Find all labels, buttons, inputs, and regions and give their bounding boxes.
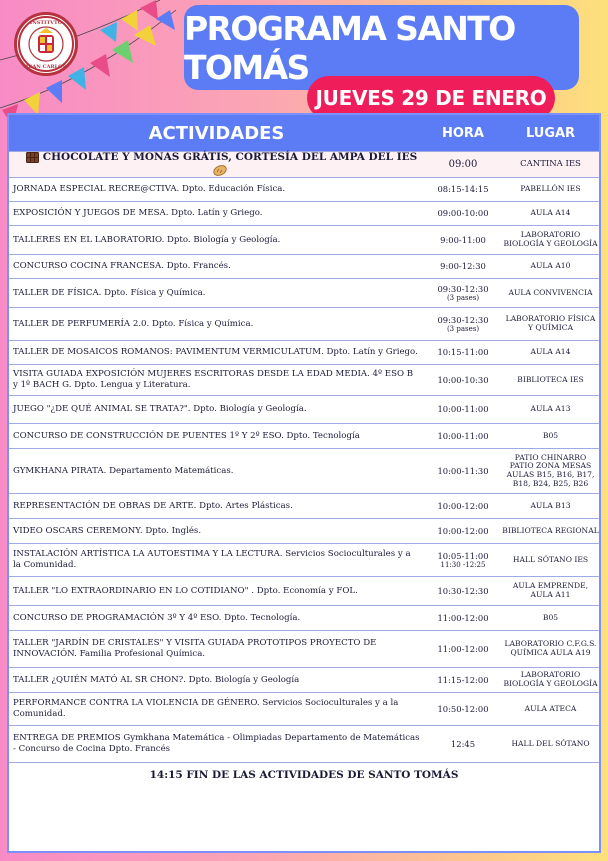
page-title: PROGRAMA SANTO TOMÁS <box>184 8 515 87</box>
table-header <box>9 115 599 151</box>
place-cell: AULA EMPRENDE, AULA A11 <box>512 581 589 599</box>
time-cell <box>424 235 502 245</box>
activity-cell: TALLER ¿QUIÉN MATÓ AL SR CHON?. Dpto. Biología y Geología <box>13 674 300 685</box>
place-cell: PATIO CHINARRO PATIO ZONA MESAS AULAS B15, B16, B17, B18, B24, B25, B26 <box>506 452 595 488</box>
table-footer: 14:15 FIN DE LAS ACTIVIDADES DE SANTO TOMÁS <box>9 762 599 786</box>
time-value: 10:00-12:00 <box>437 525 489 536</box>
place-cell: LABORATORIO C.F.G.S. QUÍMICA AULA A19 <box>504 639 597 657</box>
time-cell <box>424 466 502 476</box>
time-value: 10:00-12:00 <box>437 500 489 511</box>
activity-cell: TALLERES EN EL LABORATORIO. Dpto. Biología y Geología. <box>13 234 281 245</box>
time-value: 9:00-11:00 <box>440 234 486 245</box>
time-cell <box>424 284 502 302</box>
place-cell: LABORATORIO BIOLOGÍA Y GEOLOGÍA <box>503 670 598 688</box>
activity-cell: CONCURSO DE CONSTRUCCIÓN DE PUENTES 1º Y 2º ESO. Dpto. Tecnología <box>13 430 360 441</box>
time-cell <box>424 526 502 536</box>
time-value: 10:00-11:00 <box>437 404 489 415</box>
chocolate-icon <box>26 152 39 163</box>
activity-cell: JORNADA ESPECIAL RECRE@CTIVA. Dpto. Educación Física. <box>13 184 286 195</box>
time-cell <box>424 704 502 714</box>
activity-cell: VISITA GUIADA EXPOSICIÓN MUJERES ESCRITORAS DESDE LA EDAD MEDIA. 4º ESO B y 1º BACH G. Dpto. Lengua y Literatura. <box>13 369 414 390</box>
table-row <box>9 340 599 364</box>
table-row <box>9 254 599 278</box>
time-value: 10:50-12:00 <box>437 703 489 714</box>
table-row <box>9 177 599 201</box>
place-cell: HALL SÓTANO IES <box>512 554 589 564</box>
time-cell <box>424 347 502 357</box>
activity-cell: CONCURSO DE PROGRAMACIÓN 3º Y 4º ESO. Dpto. Tecnología. <box>13 612 301 623</box>
table-row <box>9 448 599 493</box>
table-row <box>9 576 599 605</box>
highlight-activity-text: CHOCOLATE Y MONAS GRÁTIS, CORTESÍA DEL AMPA DEL IES <box>42 151 418 164</box>
time-cell <box>424 261 502 271</box>
school-crest-icon <box>17 15 75 73</box>
place-cell: BIBLIOTECA REGIONAL <box>502 525 599 535</box>
activity-cell: EXPOSICIÓN Y JUEGOS DE MESA. Dpto. Latín y Griego. <box>13 208 263 219</box>
table-row <box>9 364 599 395</box>
place-cell: BIBLIOTECA IES <box>517 374 584 384</box>
time-value: 08:15-14:15 <box>437 184 489 195</box>
time-cell <box>424 315 502 333</box>
place-cell: HALL DEL SÓTANO <box>511 738 590 748</box>
activity-cell: TALLER DE MOSAICOS ROMANOS: PAVIMENTUM VERMICULATUM. Dpto. Latín y Griego. <box>13 347 418 358</box>
place-cell: PABELLÓN IES <box>520 184 581 194</box>
table-row <box>9 225 599 254</box>
highlight-place: CANTINA IES <box>520 158 581 169</box>
highlight-row <box>9 151 599 177</box>
time-value: 10:30-12:30 <box>437 585 489 596</box>
activity-cell: CONCURSO COCINA FRANCESA. Dpto. Francés. <box>13 261 231 272</box>
time-cell <box>424 501 502 511</box>
header-time: HORA <box>441 125 484 141</box>
time-value: 09:30-12:30 <box>437 283 489 294</box>
activity-cell: ENTREGA DE PREMIOS Gymkhana Matemática - Olimpiadas Departamento de Matemáticas - Concurso de Cocina Dpto. Francés <box>13 733 420 754</box>
time-value: 09:30-12:30 <box>437 314 489 325</box>
activity-cell: VIDEO OSCARS CEREMONY. Dpto. Inglés. <box>13 525 202 536</box>
place-cell: AULA ATECA <box>524 703 577 713</box>
time-value: 9:00-12:30 <box>440 261 486 272</box>
time-cell <box>424 404 502 414</box>
time-cell <box>424 551 502 569</box>
place-cell: LABORATORIO BIOLOGÍA Y GEOLOGÍA <box>503 230 598 248</box>
activity-cell: PERFORMANCE CONTRA LA VIOLENCIA DE GÉNERO. Servicios Socioculturales y a la Comunidad. <box>13 698 399 719</box>
highlight-time: 09:00 <box>448 158 478 170</box>
time-value: 11:00-12:00 <box>437 643 489 654</box>
time-cell <box>424 208 502 218</box>
place-cell: LABORATORIO FÍSICA Y QUÍMICA <box>505 314 596 332</box>
time-cell <box>424 613 502 623</box>
table-row <box>9 493 599 518</box>
time-cell <box>424 184 502 194</box>
schedule-table <box>7 113 601 853</box>
time-value: 09:00-10:00 <box>437 208 489 219</box>
time-cell <box>424 739 502 749</box>
time-value: 11:00-12:00 <box>437 612 489 623</box>
place-cell: B05 <box>542 430 559 440</box>
event-date: JUEVES 29 DE ENERO <box>315 86 547 110</box>
time-value: 10:00-11:30 <box>437 465 489 476</box>
time-note: (3 pases) <box>446 324 480 333</box>
activity-cell: TALLER DE PERFUMERÍA 2.0. Dpto. Física y Química. <box>13 318 254 329</box>
place-cell: AULA A14 <box>530 347 571 357</box>
table-row <box>9 307 599 340</box>
place-cell: AULA CONVIVENCIA <box>508 287 593 297</box>
header-activities: ACTIVIDADES <box>148 122 285 144</box>
place-cell: AULA A10 <box>530 261 571 271</box>
table-row <box>9 667 599 692</box>
time-cell <box>424 375 502 385</box>
table-row <box>9 692 599 725</box>
activity-cell: REPRESENTACIÓN DE OBRAS DE ARTE. Dpto. Artes Plásticas. <box>13 500 293 511</box>
bread-icon <box>213 165 227 176</box>
time-value: 12:45 <box>450 738 476 749</box>
time-cell <box>424 431 502 441</box>
table-body <box>9 177 599 762</box>
time-cell <box>424 586 502 596</box>
activity-cell: TALLER "JARDÍN DE CRISTALES" Y VISITA GUIADA PROTOTIPOS PROYECTO DE INNOVACIÓN. Familia Profesional Química. <box>13 638 377 659</box>
svg-text:JUAN CARLOS: JUAN CARLOS <box>25 64 67 70</box>
table-row <box>9 518 599 543</box>
time-note: (3 pases) <box>446 293 480 302</box>
activity-cell: JUEGO "¿DE QUÉ ANIMAL SE TRATA?". Dpto. Biología y Geología. <box>13 404 307 415</box>
table-row <box>9 725 599 762</box>
table-row <box>9 423 599 448</box>
svg-text:INSTITVTO: INSTITVTO <box>29 20 63 26</box>
table-row <box>9 543 599 576</box>
table-row <box>9 201 599 225</box>
place-cell: AULA B13 <box>530 500 571 510</box>
time-note: 11:30 -12:25 <box>440 560 486 569</box>
table-row <box>9 278 599 307</box>
table-row <box>9 630 599 667</box>
time-value: 10:05-11:00 <box>437 550 489 561</box>
time-cell <box>424 675 502 685</box>
time-value: 10:00-10:30 <box>437 374 489 385</box>
activity-cell: TALLER "LO EXTRAORDINARIO EN LO COTIDIANO" . Dpto. Economía y FOL. <box>13 585 358 596</box>
time-value: 11:15-12:00 <box>437 674 489 685</box>
activity-cell: TALLER DE FÍSICA. Dpto. Física y Química. <box>13 287 206 298</box>
time-cell <box>424 644 502 654</box>
time-value: 10:15-11:00 <box>437 347 489 358</box>
highlight-activity <box>9 151 424 177</box>
place-cell: AULA A14 <box>530 208 571 218</box>
activity-cell: GYMKHANA PIRATA. Departamento Matemáticas. <box>13 465 234 476</box>
table-row <box>9 605 599 630</box>
table-row <box>9 395 599 423</box>
place-cell: B05 <box>542 612 559 622</box>
activity-cell: INSTALACIÓN ARTÍSTICA LA AUTOESTIMA Y LA LECTURA. Servicios Socioculturales y a la Comunidad. <box>13 549 411 570</box>
header-place: LUGAR <box>525 125 576 141</box>
place-cell: AULA A13 <box>530 404 571 414</box>
school-logo <box>14 12 78 76</box>
time-value: 10:00-11:00 <box>437 430 489 441</box>
